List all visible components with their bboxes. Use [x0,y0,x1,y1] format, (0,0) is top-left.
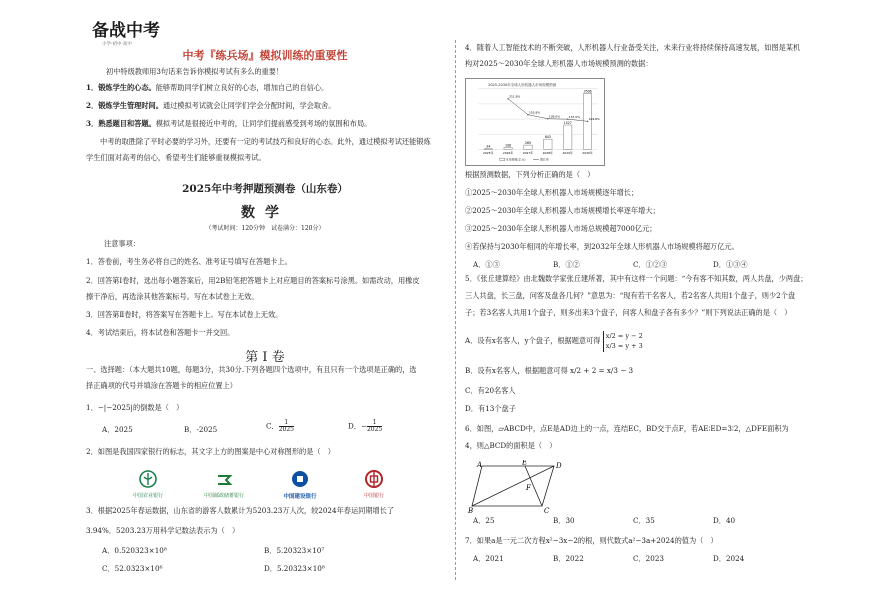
q6-stem-b: 4，则△BCD的面积是（ ） [465,441,557,450]
q5-eq-1: x/2 = y − 2 [605,332,643,340]
x-tick-label: 2029年 [562,150,573,155]
paper-title: 2025年中考押题预测卷（山东卷） [182,183,348,195]
volume-heading: 第 Ⅰ 卷 [245,350,285,365]
abc-logo-icon [138,470,158,488]
note-2a: 2．回答第Ⅰ卷时，选出每小题答案后，用2B铅笔把答题卡上对应题目的答案标号涂黑。如需改动，用橡皮 [86,276,420,285]
q1-option-b: B．-2025 [184,425,218,434]
intro-closing-1: 中考的取胜除了平时必要的学习外，还要有一定的考试技巧和良好的心态。此外，通过模拟考试还能锻炼 [100,137,431,146]
x-tick-label: 2027年 [522,150,534,155]
q7-option-b: B．2022 [553,554,584,563]
intro-point-1: 1．锻炼学生的心态。能够帮助同学们树立良好的心态，增加自己的自信心。 [86,83,329,92]
bank-ccb [272,470,328,500]
label-a: A [477,461,483,469]
growth-value-label: 211.8% [509,94,521,99]
q4-option-b: B．①② [553,260,580,269]
label-d: D [556,462,562,470]
x-tick-label: 2030年 [582,150,593,155]
q6-option-a: A．25 [473,516,495,525]
q3-option-d: D．5.20323×10⁸ [264,564,325,573]
q4-option-d: D．①③④ [713,260,748,269]
bank-abc-label: 中国农业银行 [132,493,163,499]
q4-statement-4: ④若保持与2030年相同的年增长率，到2032年全球人形机器人市场规模将超万亿元。 [465,242,739,251]
q4-option-c: C．①②③ [633,260,668,269]
q1-option-d: D．− $\frac{1}{2025}$ [348,419,383,433]
bar-2025年 [484,149,492,150]
legend-line-label: 增长率 [539,157,549,162]
notes-title: 注意事项： [104,239,140,248]
parallelogram-figure [468,460,568,514]
q5-eq-2: x/3 = y + 3 [605,342,643,351]
growth-value-label: 137.5% [568,114,580,119]
q4-statement-3: ③2025～2030年全球人形机器人市场总规模超7000亿元； [465,224,657,233]
x-tick-label: 2028年 [542,150,554,155]
q5-stem-c: 子；若3名客人共用1个盘子，则多出来3个盘子，问客人和盘子各有多少？”则下列说法正确的是（ ） [465,308,792,317]
q3-option-c: C．52.0323×10⁶ [102,564,163,573]
q5-option-b: B．设有x名客人，根据题意可得 x/2 + 2 = x/3 − 3 [465,366,634,375]
bar-value-label: 269 [525,140,531,145]
segment-bd [472,466,554,506]
q4-after: 根据预测数据，下列分析正确的是（ ） [465,170,595,179]
q7-option-c: C．2023 [633,554,664,563]
note-2b: 擦干净后，再选涂其他答案标号。写在本试卷上无效。 [86,292,259,301]
brand-logo [90,14,162,48]
q1-stem: 1．−|−2025|的倒数是（ ） [86,403,184,412]
q4-statement-1: ①2025～2030年全球人形机器人市场规模逐年增长； [465,188,639,197]
bank-ccb-label: 中国建设银行 [283,494,317,500]
bar-value-label: 1527 [563,120,572,125]
bar-2028年 [544,139,552,149]
legend-bar-label: 市场规模(亿元) [505,157,526,162]
label-c: C [544,507,550,514]
q3-option-a: A．0.520323×10⁸ [102,546,167,555]
bank-postal [192,470,256,499]
section-instruction-a: 一、选择题：（本大题共10题，每题3分，共30分.下列各题四个选项中，有且只有一个选项是正确的，选 [86,365,417,374]
q5-option-d: D．有13个盘子 [465,404,516,413]
q6-stem-a: 6．如图，▱ABCD中，点E是AD边上的一点，连结EC，BD交于点F，若AE∶ED=3∶2，△DFE面积为 [465,424,789,433]
bank-abc [120,470,176,499]
chart-x-labels [483,150,593,155]
q7-option-d: D．2024 [713,554,745,563]
note-3: 3．回答第Ⅱ卷时，将答案写在答题卡上。写在本试卷上无效。 [86,310,283,319]
note-4: 4．考试结束后，将本试卷和答题卡一并交回。 [86,328,235,337]
logo-text: 备战中考 [92,21,160,41]
q4-option-a: A．①③ [473,260,500,269]
label-e: E [522,460,528,467]
q4-stem-a: 4．随着人工智能技术的不断突破，人形机器人行业备受关注，未来行业将持续保持高速发展，如图是某机 [465,43,801,52]
boc-logo-icon [364,470,384,488]
bank-boc [352,470,396,499]
q4-stem-b: 构对2025～2030年全球人形机器人市场规模预测的数据： [465,59,653,68]
q7-stem: 7．如果a是一元二次方程x²−3x−2的根，则代数式a²−3a+2024的值为（ ） [465,536,718,545]
promo-title: 中考『练兵场』模拟训练的重要性 [182,49,348,62]
postal-logo-icon [214,470,234,488]
chart-gridlines [478,89,597,150]
note-1: 1．答卷前，考生务必将自己的姓名、准考证号填写在答题卡上。 [86,257,292,266]
q3-stem-a: 3．根据2025年春运数据，山东省的游客人数累计为5203.23万人次，较2024年春运同期增长了 [86,506,395,515]
q5-option-a: A．设有x名客人，y个盘子，根据题意可得 x/2 = y − 2 x/3 = y + 3 [465,332,643,351]
bar-2026年 [504,148,512,150]
exam-info: （考试时间：120分钟 试卷满分：120分） [205,225,325,232]
x-tick-label: 2026年 [502,150,514,155]
q1-option-c: C． $\frac{1}{2025}$ [266,419,294,433]
intro-point-2: 2．锻炼学生管理时间。通过模拟考试就会让同学们学会分配时间，学会取舍。 [86,101,336,110]
q3-stem-b: 3.94%．5203.23万用科学记数法表示为（ ） [86,526,240,535]
logo-subtext: 小学·初中·高中 [102,42,132,47]
chart-title: 2025-2030年全球人形机器人市场规模预测 [488,82,557,87]
q7-option-a: A．2021 [473,554,504,563]
chart-bars [484,93,592,149]
q4-statement-2: ②2025～2030年全球人形机器人市场规模增长率逐年增大； [465,206,660,215]
q5-option-c: C．有20名客人 [465,386,516,395]
bar-value-label: 106 [505,143,512,148]
intro-lead: 初中特级教师用3句话来告诉你模拟考试有多么的重要！ [106,67,284,76]
q5-stem-a: 5．《张丘建算经》由北魏数学家张丘建所著，其中有这样一个问题：“今有客不知其数，两人共盘，少两盘； [465,274,808,283]
bank-postal-label: 中国邮政储蓄银行 [203,493,244,499]
subject-title: 数学 [241,205,289,221]
x-tick-label: 2025年 [483,150,494,155]
label-f: F [526,484,531,492]
label-b: B [468,507,474,514]
bar-value-label: 643 [544,134,551,139]
q5-stem-b: 三人共盘，长三盘，问客及盘各几何？”意思为：“现有若干名客人，若2名客人共用1个盘子，则少2个盘 [465,291,796,300]
q6-option-b: B．30 [553,516,575,525]
legend-bar-swatch [500,158,505,160]
growth-value-label: 139.0% [548,114,561,119]
growth-value-label: 153.8% [528,110,541,115]
bar-2029年 [564,125,572,149]
column-divider [455,40,456,580]
intro-closing-2: 学生们面对高考的信心，希望考生们能够重视模拟考试。 [86,153,266,162]
section-instruction-b: 择正确项的代号并填涂在答题卡的相应位置上） [86,381,237,390]
bar-value-label: 3506 [583,89,592,94]
bar-value-label: 34 [486,144,491,149]
intro-point-3: 3．熟悉题目和答题。模拟考试是很接近中考的，让同学们提前感受到考场的氛围和布局。 [86,119,372,128]
market-size-chart [465,78,605,166]
q3-option-b: B．5.20323×10⁷ [264,546,325,555]
bank-boc-label: 中国银行 [363,493,384,499]
q2-stem: 2．如图是我国四家银行的标志，其文字上方的图案是中心对称图形的是（ ） [86,447,335,456]
growth-value-label: 129.6% [588,117,600,122]
q6-option-c: C．35 [633,516,655,525]
q6-option-d: D．40 [713,516,736,525]
bar-2027年 [524,145,532,149]
ccb-logo-icon [290,470,310,488]
q1-option-a: A．2025 [102,425,133,434]
